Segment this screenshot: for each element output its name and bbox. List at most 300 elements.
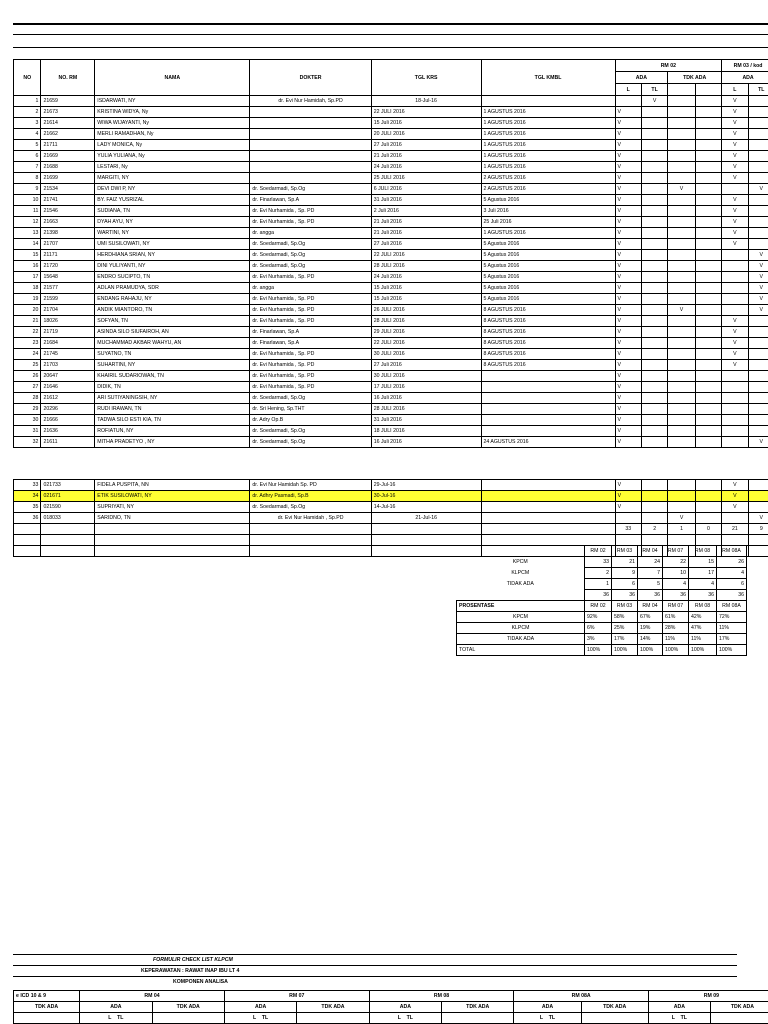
row-tgl-krs: 30-Jul-16	[371, 491, 481, 502]
summary-row-value: 22	[663, 557, 689, 568]
row-rm03-ada-tl: V	[748, 261, 768, 272]
row-rm03-ada-tl: V	[748, 272, 768, 283]
row-nama: WARTINI, NY	[95, 228, 250, 239]
row-tgl-kmbl: 1 AGUSTUS 2016	[481, 162, 615, 173]
row-rm03-ada-tl: V	[748, 305, 768, 316]
row-rm03-ada-l	[722, 426, 748, 437]
summary-row-value: 4	[717, 568, 747, 579]
row-rm02-ada-tl	[641, 393, 667, 404]
footer-lt-10	[710, 1013, 768, 1024]
footer-group-rm08: RM 08	[369, 991, 514, 1002]
row-no: 34	[14, 491, 41, 502]
empty-cell	[371, 535, 481, 546]
row-rm03-ada-tl	[748, 349, 768, 360]
row-nama: SOFYAN, TN	[95, 316, 250, 327]
pct-total-value: 100%	[717, 645, 747, 656]
pct-header-value: RM 07	[663, 601, 689, 612]
row-rm03-ada-tl	[748, 206, 768, 217]
row-rm02-tdk-l	[668, 217, 695, 228]
row-nama: MERLI RAMADHAN, Ny	[95, 129, 250, 140]
row-rm03-ada-tl	[748, 415, 768, 426]
row-no: 20	[14, 305, 41, 316]
row-rm03-ada-tl	[748, 217, 768, 228]
table-row	[14, 491, 768, 502]
row-no: 15	[14, 250, 41, 261]
header-empty-2	[695, 84, 721, 96]
row-nama: BY. FAIZ YUSRIZAL	[95, 195, 250, 206]
pct-row-label: KPCM	[457, 612, 585, 623]
row-nama: FIDELA PUSPITA, NN	[95, 480, 250, 491]
row-rm02-ada-l: V	[615, 305, 641, 316]
row-rm03-ada-l: V	[722, 107, 748, 118]
row-rm03-ada-l	[722, 393, 748, 404]
totals-a3: 1	[668, 524, 695, 535]
row-dokter: dr. Soedarmadi, Sp.Og	[250, 426, 371, 437]
empty-row	[14, 535, 768, 546]
row-tgl-kmbl	[481, 502, 615, 513]
row-dokter	[250, 173, 371, 184]
row-rm02-ada-l: V	[615, 415, 641, 426]
row-nama: ETIK SUSILOWATI, NY	[95, 491, 250, 502]
row-tgl-kmbl: 5 Agustus 2016	[481, 250, 615, 261]
row-rm02-tdk-l	[668, 393, 695, 404]
row-dokter: dr. Finarlawan, Sp.A	[250, 327, 371, 338]
row-rm03-ada-l: V	[722, 140, 748, 151]
row-rm02-ada-l: V	[615, 426, 641, 437]
row-dokter: dr. Soedarmadi, Sp.Og	[250, 393, 371, 404]
row-rm03-ada-tl	[748, 173, 768, 184]
table-row	[14, 360, 768, 371]
row-no: 3	[14, 118, 41, 129]
row-no: 28	[14, 393, 41, 404]
pct-row-value: 72%	[717, 612, 747, 623]
row-tgl-krs: 16 Juli 2016	[371, 393, 481, 404]
row-tgl-krs: 21-Jul-16	[371, 513, 481, 524]
table-row	[14, 513, 768, 524]
row-rm02-tdk-l	[668, 129, 695, 140]
row-rm03-ada-tl	[748, 151, 768, 162]
row-rm02-tdk-l	[668, 107, 695, 118]
table-row	[14, 404, 768, 415]
footer-title	[13, 954, 737, 987]
row-rm02-ada-l: V	[615, 316, 641, 327]
summary-row	[457, 579, 747, 590]
row-no: 35	[14, 502, 41, 513]
row-rm02-tdk-l	[668, 294, 695, 305]
row-tgl-kmbl: 5 Agustus 2016	[481, 239, 615, 250]
row-rm02-tdk-tl	[695, 173, 721, 184]
row-rm02-tdk-tl	[695, 502, 721, 513]
row-rm02-tdk-tl	[695, 118, 721, 129]
row-rm03-ada-tl	[748, 327, 768, 338]
row-rm02-ada-tl	[641, 272, 667, 283]
summary-row	[457, 557, 747, 568]
row-rm02-tdk-l	[668, 272, 695, 283]
row-rm02-tdk-l	[668, 349, 695, 360]
row-tgl-kmbl: 8 AGUSTUS 2016	[481, 338, 615, 349]
empty-cell	[748, 535, 768, 546]
table-row	[14, 118, 768, 129]
row-tgl-krs: 24 Juli 2016	[371, 162, 481, 173]
footer-group-rm07: RM 07	[224, 991, 369, 1002]
row-rm03-ada-l: V	[722, 217, 748, 228]
pct-header-value: RM 08A	[717, 601, 747, 612]
pct-header-value: RM 08	[689, 601, 717, 612]
row-rm02-ada-l: V	[615, 217, 641, 228]
table-row	[14, 206, 768, 217]
row-rm03-ada-tl: V	[748, 294, 768, 305]
row-rm03-ada-l	[722, 272, 748, 283]
pct-header-value: RM 02	[585, 601, 612, 612]
header-l: L	[615, 84, 641, 96]
row-rm03-ada-tl	[748, 118, 768, 129]
row-dokter: dr. Evi Nur Hamidah, Sp.PD	[250, 96, 371, 107]
row-no: 29	[14, 404, 41, 415]
row-rm03-ada-l: V	[722, 316, 748, 327]
footer-group-rm09: RM 09	[648, 991, 768, 1002]
footer-tl: TL	[406, 1014, 413, 1021]
row-rm02-tdk-tl	[695, 327, 721, 338]
footer-tdk-ada-4: TDK ADA	[581, 1002, 648, 1013]
table-row	[14, 382, 768, 393]
row-rm02-tdk-l	[668, 239, 695, 250]
row-no: 23	[14, 338, 41, 349]
empty-cell	[95, 546, 250, 557]
pct-row-value: 17%	[717, 634, 747, 645]
row-rm02-tdk-tl	[695, 480, 721, 491]
row-rm02-ada-tl	[641, 118, 667, 129]
row-no: 17	[14, 272, 41, 283]
row-tgl-kmbl: 2 AGUSTUS 2016	[481, 173, 615, 184]
row-rm03-ada-tl	[748, 107, 768, 118]
row-nama: UMI SUSILOWATI, NY	[95, 239, 250, 250]
row-rm02-tdk-tl	[695, 316, 721, 327]
table-row	[14, 129, 768, 140]
footer-l: L	[253, 1014, 257, 1021]
row-rm: 21612	[41, 393, 95, 404]
row-tgl-kmbl	[481, 480, 615, 491]
pct-row-value: 11%	[717, 623, 747, 634]
row-rm02-tdk-tl	[695, 283, 721, 294]
row-rm02-tdk-l	[668, 480, 695, 491]
row-nama: ISDARWATI, NY	[95, 96, 250, 107]
row-dokter: dr. Soedarmadi, Sp.Og	[250, 437, 371, 448]
row-rm02-tdk-tl	[695, 513, 721, 524]
row-dokter	[250, 118, 371, 129]
footer-grid	[13, 990, 768, 1024]
row-rm03-ada-tl	[748, 426, 768, 437]
row-nama: WIWA WIJAYANTI, Ny	[95, 118, 250, 129]
row-no: 14	[14, 239, 41, 250]
row-tgl-kmbl	[481, 393, 615, 404]
row-dokter: dr. Evi Nurhamida , Sp. PD	[250, 294, 371, 305]
table-row	[14, 480, 768, 491]
row-rm02-ada-l: V	[615, 107, 641, 118]
row-rm03-ada-tl	[748, 96, 768, 107]
row-rm03-ada-tl: V	[748, 184, 768, 195]
pct-row-value: 6%	[585, 623, 612, 634]
row-rm02-tdk-tl	[695, 338, 721, 349]
row-dokter: dr. Evi Nurhamida , Sp. PD	[250, 382, 371, 393]
footer-tl: TL	[680, 1014, 687, 1021]
row-tgl-kmbl: 5 Agustus 2016	[481, 283, 615, 294]
row-dokter	[250, 162, 371, 173]
table-row	[14, 272, 768, 283]
header-tl-rm03: TL	[748, 84, 768, 96]
row-nama: MARGITI, NY	[95, 173, 250, 184]
table-row	[14, 96, 768, 107]
row-tgl-krs: 31 Juli 2016	[371, 195, 481, 206]
row-rm02-ada-tl	[641, 415, 667, 426]
summary-header-value: RM 04	[638, 546, 663, 557]
pct-row-value: 92%	[585, 612, 612, 623]
row-nama: YULIA YULIANA, Ny	[95, 151, 250, 162]
row-rm02-tdk-tl	[695, 404, 721, 415]
footer-ada-1: ADA	[80, 1002, 152, 1013]
row-rm02-ada-l: V	[615, 382, 641, 393]
summary-row-value: 2	[585, 568, 612, 579]
row-rm02-tdk-tl	[695, 491, 721, 502]
table-row	[14, 239, 768, 250]
row-tgl-krs: 29-Jul-16	[371, 480, 481, 491]
table-row	[14, 261, 768, 272]
row-nama: ENDRO SUCIPTO, TN	[95, 272, 250, 283]
summary-row-value: 26	[717, 557, 747, 568]
footer-form-title: FORMULIR CHECK LIST KLPCM	[13, 955, 737, 966]
row-tgl-kmbl	[481, 382, 615, 393]
row-rm: 021590	[41, 502, 95, 513]
row-nama: DEVI DWI P, NY	[95, 184, 250, 195]
row-rm03-ada-l	[722, 250, 748, 261]
row-tgl-kmbl: 8 AGUSTUS 2016	[481, 360, 615, 371]
pct-row	[457, 634, 747, 645]
footer-tl: TL	[548, 1014, 556, 1021]
row-rm: 21614	[41, 118, 95, 129]
row-tgl-kmbl: 1 AGUSTUS 2016	[481, 151, 615, 162]
row-dokter: dr. Finarlawan, Sp.A	[250, 195, 371, 206]
row-rm02-ada-l: V	[615, 327, 641, 338]
row-rm03-ada-l	[722, 382, 748, 393]
empty-cell	[615, 535, 641, 546]
summary-row-value: 6	[612, 579, 638, 590]
row-rm03-ada-l	[722, 184, 748, 195]
row-rm03-ada-tl	[748, 360, 768, 371]
header-tl: TL	[641, 84, 667, 96]
row-dokter: dr. Adry Op.B	[250, 415, 371, 426]
row-rm03-ada-l: V	[722, 206, 748, 217]
row-dokter: dr. Soedarmadi, Sp.Og	[250, 250, 371, 261]
row-tgl-kmbl: 8 AGUSTUS 2016	[481, 305, 615, 316]
row-nama: LESTARI, Ny	[95, 162, 250, 173]
row-nama: SUDIANA, TN	[95, 206, 250, 217]
row-no: 2	[14, 107, 41, 118]
row-rm02-tdk-l	[668, 338, 695, 349]
row-rm02-tdk-tl	[695, 261, 721, 272]
summary-row-value: 4	[663, 579, 689, 590]
table-row	[14, 393, 768, 404]
row-dokter: dr. angga	[250, 283, 371, 294]
footer-group-rm04: RM 04	[80, 991, 225, 1002]
pct-total	[457, 645, 747, 656]
row-tgl-krs: 21 Juli 2016	[371, 217, 481, 228]
row-tgl-kmbl: 2 AGUSTUS 2016	[481, 184, 615, 195]
row-rm02-ada-l	[615, 96, 641, 107]
row-no: 6	[14, 151, 41, 162]
row-rm02-ada-l: V	[615, 250, 641, 261]
footer-lt-1	[80, 1013, 152, 1024]
table-row	[14, 283, 768, 294]
row-rm02-tdk-l	[668, 382, 695, 393]
row-tgl-krs: 15 Juli 2016	[371, 118, 481, 129]
row-nama: SUYATNO, TN	[95, 349, 250, 360]
row-rm03-ada-l: V	[722, 502, 748, 513]
row-rm03-ada-l: V	[722, 151, 748, 162]
header-dokter: DOKTER	[250, 60, 371, 96]
row-rm02-tdk-l: V	[668, 184, 695, 195]
pct-row-value: 19%	[638, 623, 663, 634]
table-row	[14, 195, 768, 206]
row-rm03-ada-l	[722, 513, 748, 524]
row-rm02-ada-tl	[641, 426, 667, 437]
summary-row-value: 6	[717, 579, 747, 590]
row-nama: KRISTINA WIDYA, Ny	[95, 107, 250, 118]
row-tgl-krs: 30 JULI 2016	[371, 349, 481, 360]
row-rm: 15648	[41, 272, 95, 283]
row-no: 33	[14, 480, 41, 491]
pct-row-value: 11%	[663, 634, 689, 645]
row-rm02-ada-tl	[641, 107, 667, 118]
row-rm02-tdk-tl	[695, 129, 721, 140]
footer-group-rm08a: RM 08A	[514, 991, 648, 1002]
summary-n-value: 36	[717, 590, 747, 601]
empty-cell	[41, 535, 95, 546]
row-tgl-krs: 29 JULI 2016	[371, 327, 481, 338]
row-tgl-krs: 14-Jul-16	[371, 502, 481, 513]
summary-row-value: 17	[689, 568, 717, 579]
footer-l: L	[671, 1014, 675, 1021]
row-no: 8	[14, 173, 41, 184]
empty-cell	[481, 535, 615, 546]
pct-total-label: TOTAL	[457, 645, 585, 656]
row-rm02-tdk-l	[668, 250, 695, 261]
row-rm: 21699	[41, 173, 95, 184]
summary-n-value: 36	[663, 590, 689, 601]
row-rm02-ada-tl	[641, 305, 667, 316]
row-rm02-ada-l: V	[615, 502, 641, 513]
row-rm: 21704	[41, 305, 95, 316]
row-nama: ROFIATUN, NY	[95, 426, 250, 437]
row-rm02-tdk-tl	[695, 195, 721, 206]
row-dokter: dr. Evi Nurhamida , Sp. PD	[250, 316, 371, 327]
row-tgl-kmbl: 24 AGUSTUS 2016	[481, 437, 615, 448]
row-rm02-ada-tl	[641, 437, 667, 448]
row-nama: DINI YULIYANTI, NY	[95, 261, 250, 272]
row-no: 21	[14, 316, 41, 327]
footer-ada-3: ADA	[369, 1002, 441, 1013]
row-rm03-ada-tl	[748, 162, 768, 173]
row-tgl-krs: 15 Juli 2016	[371, 294, 481, 305]
header-ada: ADA	[615, 72, 668, 84]
row-tgl-krs: 6 JULI 2016	[371, 184, 481, 195]
row-rm02-ada-tl	[641, 184, 667, 195]
row-rm: 21703	[41, 360, 95, 371]
row-rm02-tdk-l	[668, 206, 695, 217]
row-rm: 21636	[41, 426, 95, 437]
row-tgl-kmbl	[481, 491, 615, 502]
row-rm03-ada-tl	[748, 316, 768, 327]
row-rm02-ada-l: V	[615, 140, 641, 151]
row-rm02-ada-tl	[641, 349, 667, 360]
table-row	[14, 250, 768, 261]
table-row	[14, 437, 768, 448]
row-rm02-ada-l: V	[615, 129, 641, 140]
row-rm02-ada-tl	[641, 480, 667, 491]
row-rm02-ada-l: V	[615, 261, 641, 272]
table-row	[14, 316, 768, 327]
table-row	[14, 107, 768, 118]
pct-row-value: 11%	[689, 634, 717, 645]
summary-header-value: RM 03	[612, 546, 638, 557]
row-rm02-tdk-tl	[695, 250, 721, 261]
row-rm02-ada-tl	[641, 513, 667, 524]
footer-ada-5: ADA	[648, 1002, 710, 1013]
row-no: 12	[14, 217, 41, 228]
row-rm02-tdk-tl	[695, 151, 721, 162]
row-tgl-kmbl: 8 AGUSTUS 2016	[481, 316, 615, 327]
row-rm02-tdk-l	[668, 261, 695, 272]
row-rm02-tdk-tl	[695, 184, 721, 195]
row-dokter: dr. Evi Nurhamida , Sp. PD	[250, 305, 371, 316]
summary-header-value: RM 08	[689, 546, 717, 557]
table-row	[14, 294, 768, 305]
row-rm02-ada-tl	[641, 294, 667, 305]
row-tgl-krs: 28 JULI 2016	[371, 316, 481, 327]
row-rm02-tdk-l	[668, 502, 695, 513]
footer-komponen: KOMPONEN ANALISA	[13, 977, 737, 988]
row-rm02-ada-l: V	[615, 228, 641, 239]
row-no: 24	[14, 349, 41, 360]
footer-lt-5	[369, 1013, 441, 1024]
totals-empty	[250, 524, 371, 535]
row-dokter	[250, 107, 371, 118]
row-dokter: dr. Soedarmadi, Sp.Og	[250, 184, 371, 195]
summary-header-value: RM 08A	[717, 546, 747, 557]
row-tgl-kmbl: 5 Agustus 2016	[481, 261, 615, 272]
pct-row-value: 28%	[663, 623, 689, 634]
pct-total-value: 100%	[663, 645, 689, 656]
row-no: 18	[14, 283, 41, 294]
row-no: 22	[14, 327, 41, 338]
row-rm: 21662	[41, 129, 95, 140]
table-row	[14, 502, 768, 513]
row-rm: 21669	[41, 151, 95, 162]
summary-n-label	[457, 590, 585, 601]
totals-a5: 21	[722, 524, 748, 535]
summary-row-label: TIDAK ADA	[506, 580, 534, 587]
pct-row-label: TIDAK ADA	[457, 634, 585, 645]
row-tgl-kmbl	[481, 96, 615, 107]
summary-row-value: 1	[585, 579, 612, 590]
row-rm02-ada-l: V	[615, 173, 641, 184]
row-rm03-ada-tl	[748, 338, 768, 349]
row-nama: DIDIK, TN	[95, 382, 250, 393]
row-rm: 21599	[41, 294, 95, 305]
row-rm03-ada-tl	[748, 382, 768, 393]
row-rm03-ada-l: V	[722, 228, 748, 239]
row-rm02-ada-tl	[641, 371, 667, 382]
header-empty-1	[668, 84, 695, 96]
row-rm03-ada-l: V	[722, 173, 748, 184]
